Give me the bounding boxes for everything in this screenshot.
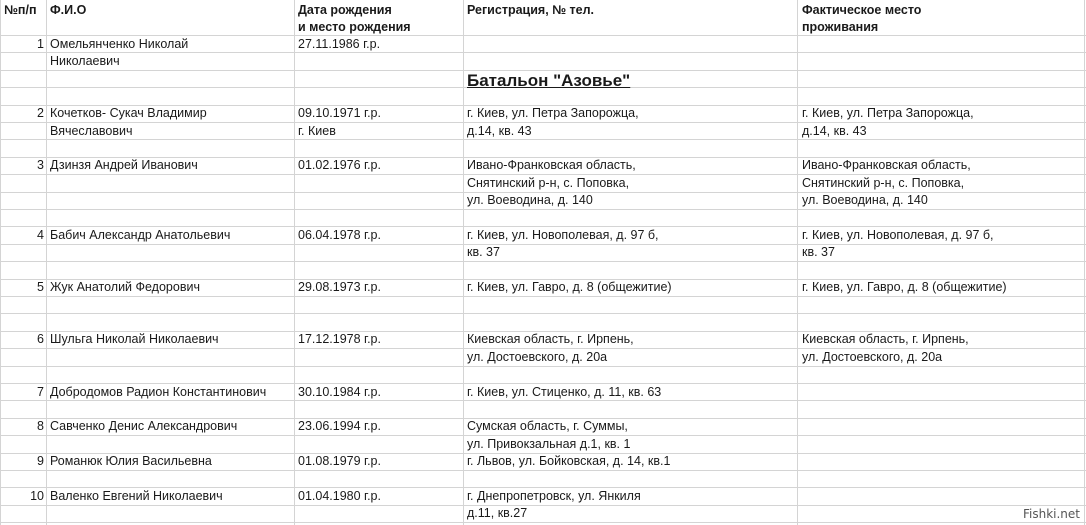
row-fio: Бабич Александр Анатольевич	[50, 228, 231, 242]
row-birth: 01.04.1980 г.р.	[298, 489, 381, 503]
row-number: 7	[37, 385, 44, 399]
row-fact-address: Снятинский р-н, с. Поповка,	[802, 176, 965, 190]
row-fio: Николаевич	[50, 54, 120, 68]
row-fact-address: ул. Воеводина, д. 140	[802, 193, 928, 207]
row-number: 6	[37, 332, 44, 346]
row-birth: 27.11.1986 г.р.	[298, 37, 381, 51]
row-divider	[0, 296, 1086, 297]
row-birth: 17.12.1978 г.р.	[298, 332, 381, 346]
row-registration: ул. Привокзальная д.1, кв. 1	[467, 437, 631, 451]
header-fact-line1: Фактическое место	[802, 3, 922, 17]
row-fio: Кочетков- Сукач Владимир	[50, 106, 207, 120]
row-registration: кв. 37	[467, 245, 500, 259]
row-registration: д.14, кв. 43	[467, 124, 532, 138]
row-registration: д.11, кв.27	[467, 506, 528, 520]
row-birth: 09.10.1971 г.р.	[298, 106, 381, 120]
header-birth-line2: и место рождения	[298, 20, 411, 34]
column-divider	[46, 0, 47, 525]
row-number: 8	[37, 419, 44, 433]
header-num: №п/п	[4, 3, 37, 17]
row-fact-address: кв. 37	[802, 245, 835, 259]
row-registration: Сумская область, г. Суммы,	[467, 419, 628, 433]
row-registration: г. Львов, ул. Бойковская, д. 14, кв.1	[467, 454, 671, 468]
watermark: Fishki.net	[1022, 507, 1080, 521]
row-fio: Вячеславович	[50, 124, 133, 138]
row-fio: Савченко Денис Александрович	[50, 419, 238, 433]
row-fact-address: г. Киев, ул. Новополевая, д. 97 б,	[802, 228, 994, 242]
row-registration: ул. Воеводина, д. 140	[467, 193, 593, 207]
column-divider	[1084, 0, 1085, 525]
row-registration: г. Киев, ул. Новополевая, д. 97 б,	[467, 228, 659, 242]
row-number: 3	[37, 158, 44, 172]
row-fact-address: г. Киев, ул. Гавро, д. 8 (общежитие)	[802, 280, 1007, 294]
row-birth: 01.08.1979 г.р.	[298, 454, 381, 468]
row-birth: 23.06.1994 г.р.	[298, 419, 381, 433]
row-number: 2	[37, 106, 44, 120]
row-fio: Валенко Евгений Николаевич	[50, 489, 223, 503]
column-divider	[463, 0, 464, 525]
row-number: 5	[37, 280, 44, 294]
row-divider	[0, 522, 1086, 523]
row-birth: г. Киев	[298, 124, 336, 138]
row-fio: Шульга Николай Николаевич	[50, 332, 219, 346]
row-divider	[0, 313, 1086, 314]
row-fio: Романюк Юлия Васильевна	[50, 454, 212, 468]
row-registration: Снятинский р-н, с. Поповка,	[467, 176, 630, 190]
row-fact-address: ул. Достоевского, д. 20а	[802, 350, 943, 364]
row-divider	[0, 366, 1086, 367]
row-birth: 29.08.1973 г.р.	[298, 280, 381, 294]
row-registration: Ивано-Франковская область,	[467, 158, 636, 172]
row-number: 10	[30, 489, 44, 503]
row-fact-address: г. Киев, ул. Петра Запорожца,	[802, 106, 974, 120]
row-fact-address: д.14, кв. 43	[802, 124, 867, 138]
row-number: 9	[37, 454, 44, 468]
row-number: 4	[37, 228, 44, 242]
column-divider	[0, 0, 1, 525]
row-fact-address: Ивано-Франковская область,	[802, 158, 971, 172]
row-registration: г. Киев, ул. Стиценко, д. 11, кв. 63	[467, 385, 662, 399]
battalion-title: Батальон "Азовье"	[467, 71, 631, 90]
row-divider	[0, 470, 1086, 471]
column-divider	[294, 0, 295, 525]
row-registration: ул. Достоевского, д. 20а	[467, 350, 608, 364]
header-fact-line2: проживания	[802, 20, 879, 34]
row-fact-address: Киевская область, г. Ирпень,	[802, 332, 969, 346]
row-fio: Дзинзя Андрей Иванович	[50, 158, 198, 172]
row-number: 1	[37, 37, 44, 51]
header-registration: Регистрация, № тел.	[467, 3, 595, 17]
row-registration: Киевская область, г. Ирпень,	[467, 332, 634, 346]
row-registration: г. Днепропетровск, ул. Янкиля	[467, 489, 641, 503]
row-fio: Добродомов Радион Константинович	[50, 385, 267, 399]
row-registration: г. Киев, ул. Гавро, д. 8 (общежитие)	[467, 280, 672, 294]
row-fio: Омельянченко Николай	[50, 37, 189, 51]
row-birth: 01.02.1976 г.р.	[298, 158, 381, 172]
row-fio: Жук Анатолий Федорович	[50, 280, 200, 294]
row-divider	[0, 209, 1086, 210]
row-divider	[0, 261, 1086, 262]
row-registration: г. Киев, ул. Петра Запорожца,	[467, 106, 639, 120]
header-fio: Ф.И.О	[50, 3, 87, 17]
row-birth: 30.10.1984 г.р.	[298, 385, 381, 399]
row-birth: 06.04.1978 г.р.	[298, 228, 381, 242]
header-birth-line1: Дата рождения	[298, 3, 392, 17]
column-divider	[797, 0, 798, 525]
